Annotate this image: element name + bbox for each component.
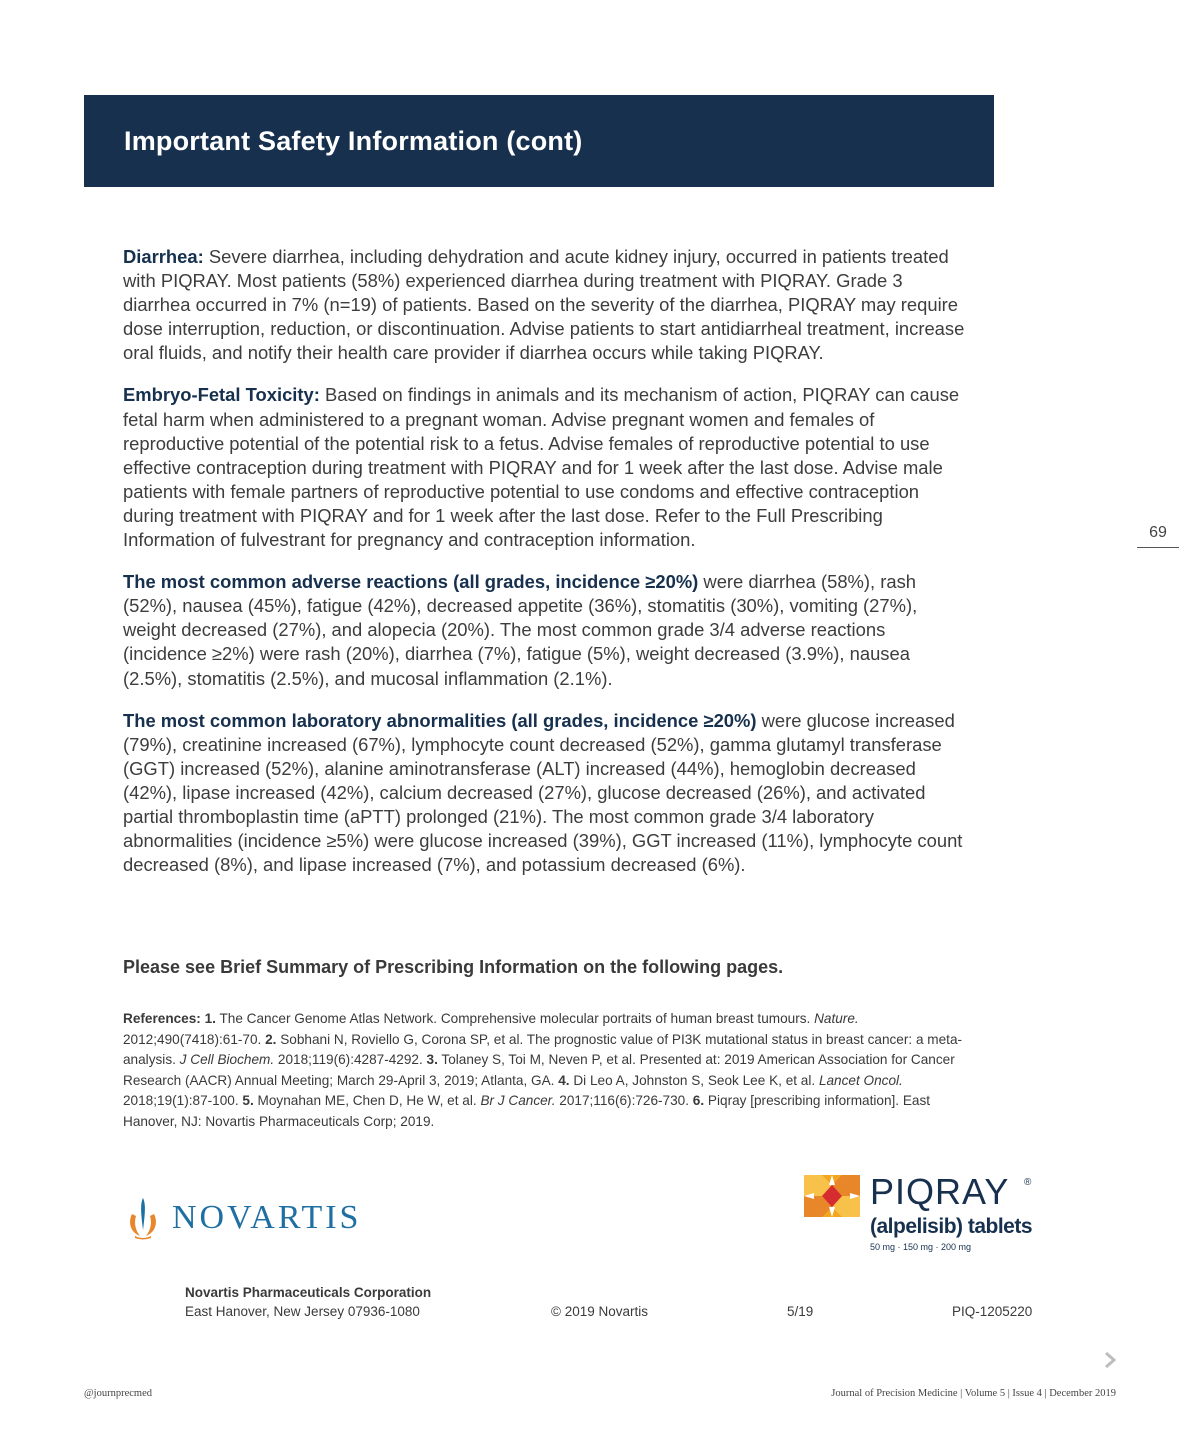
diarrhea-heading: Diarrhea:	[123, 246, 204, 267]
ref-6-num: 6.	[692, 1093, 705, 1109]
date-code: 5/19	[787, 1304, 814, 1319]
banner-title: Important Safety Information (cont)	[124, 125, 583, 156]
adverse-paragraph	[123, 570, 973, 690]
adverse-heading: The most common adverse reactions (all grades, incidence ≥20%)	[123, 571, 699, 593]
ref-2-journal: J Cell Biochem.	[179, 1052, 275, 1068]
journal-handle: @journprecmed	[84, 1388, 152, 1399]
ref-3-text: Tolaney S, Toi M, Neven P, et al. Presented at: 2019 American Association for Cancer Research (AACR) Annual Meeting; March 29-April 3, 2019; Atlanta, GA.	[123, 1052, 955, 1088]
novartis-flame-icon	[126, 1196, 160, 1240]
see-more-note: Please see Brief Summary of Prescribing Information on the following pages.	[123, 957, 784, 977]
ref-4-text: Di Leo A, Johnston S, Seok Lee K, et al.	[569, 1072, 819, 1088]
ref-6-text: Piqray [prescribing information]. East Hanover, NJ: Novartis Pharmaceuticals Corp; 2019.	[123, 1093, 931, 1129]
company-name: Novartis Pharmaceuticals Corporation	[185, 1285, 432, 1300]
ref-1-journal: Nature.	[814, 1011, 859, 1026]
ref-4-num: 4.	[558, 1072, 570, 1088]
novartis-wordmark: NOVARTIS	[172, 1199, 362, 1236]
ref-5-num: 5.	[242, 1093, 254, 1109]
ref-1-num: 1.	[204, 1011, 216, 1026]
embryo-heading: Embryo-Fetal Toxicity:	[123, 384, 320, 406]
ref-5-journal: Br J Cancer.	[480, 1093, 556, 1109]
copyright: © 2019 Novartis	[551, 1304, 648, 1319]
journal-citation: Journal of Precision Medicine | Volume 5 | Issue 4 | December 2019	[831, 1388, 1116, 1399]
piqray-registered-mark: ®	[1024, 1177, 1032, 1188]
lab-text: were glucose increased (79%), creatinine increased (67%), lymphocyte count decreased (52%), gamma glutamyl transferase (GGT) increased (52%), alanine aminotransferase (ALT) increased (44%), hemoglobin decreased (42%), lipase increased (42%), calcium decreased (27%), glucose decreased (26%), and activated partial thromboplastin time (aPTT) prolonged (21%). The most common grade 3/4 laboratory abnormalities (incidence ≥5%) were glucose increased (39%), GGT increased (11%), lymphocyte count decreased (8%), and lipase increased (7%), and potassium decreased (6%).	[123, 709, 963, 876]
ref-2-text: Sobhani N, Roviello G, Corona SP, et al. The prognostic value of PI3K mutational status in breast cancer: a meta-analysis.	[123, 1031, 963, 1068]
piqray-mark-icon	[804, 1175, 860, 1217]
ref-4-journal: Lancet Oncol.	[818, 1072, 903, 1088]
ref-5-text: Moynahan ME, Chen D, He W, et al.	[253, 1093, 481, 1109]
page-number: 69	[1137, 524, 1179, 548]
adverse-text: were diarrhea (58%), rash (52%), nausea (45%), fatigue (42%), decreased appetite (36%), stomatitis (30%), vomiting (27%), weight decreased (27%), and alopecia (20%). The most common grade 3/4 adverse reactions (incidence ≥2%) were rash (20%), diarrhea (7%), fatigue (5%), weight decreased (3.9%), nausea (2.5%), stomatitis (2.5%), and mucosal inflammation (2.1%).	[123, 571, 918, 689]
references-label: References:	[123, 1011, 201, 1026]
ref-2-num: 2.	[265, 1031, 277, 1047]
novartis-logo	[126, 1196, 361, 1240]
document-code: PIQ-1205220	[952, 1304, 1033, 1319]
ref-2-tail: 2018;119(6):4287-4292.	[274, 1052, 427, 1068]
embryo-paragraph	[123, 383, 973, 552]
piqray-wordmark: PIQRAY	[870, 1171, 1010, 1212]
company-address: East Hanover, New Jersey 07936-1080	[185, 1304, 420, 1319]
next-page-chevron-icon[interactable]	[1102, 1351, 1118, 1369]
ref-3-num: 3.	[426, 1052, 438, 1068]
ref-4-tail: 2018;19(1):87-100.	[123, 1093, 243, 1109]
embryo-text: Based on findings in animals and its mechanism of action, PIQRAY can cause fetal harm when administered to a pregnant woman. Advise pregnant women and females of reproductive potential of the potential risk to a fetus. Advise females of reproductive potential to use effective contraception during treatment with PIQRAY and for 1 week after the last dose. Advise male patients with female partners of reproductive potential to use condoms and effective contraception during treatment with PIQRAY and for 1 week after the last dose. Refer to the Full Prescribing Information of fulvestrant for pregnancy and contraception information.	[123, 384, 960, 551]
lab-paragraph	[123, 709, 973, 878]
diarrhea-text: Severe diarrhea, including dehydration and acute kidney injury, occurred in patients treated with PIQRAY. Most patients (58%) experienced diarrhea during treatment with PIQRAY. Grade 3 diarrhea occurred in 7% (n=19) of patients. Based on the severity of the diarrhea, PIQRAY may require dose interruption, reduction, or discontinuation. Advise patients to start antidiarrheal treatment, increase oral fluids, and notify their health care provider if diarrhea occurs while taking PIQRAY.	[123, 246, 965, 364]
lab-heading: The most common laboratory abnormalities (all grades, incidence ≥20%)	[123, 709, 757, 731]
corporate-footer	[185, 1285, 431, 1319]
piqray-generic-name: (alpelisib) tablets	[870, 1215, 1033, 1238]
safety-content	[123, 245, 973, 895]
ref-1-text: The Cancer Genome Atlas Network. Comprehensive molecular portraits of human breast tumours.	[215, 1011, 815, 1026]
ref-1-tail: 2012;490(7418):61-70.	[123, 1031, 266, 1047]
references	[123, 1009, 963, 1133]
piqray-logo	[804, 1171, 1044, 1260]
section-banner	[84, 95, 994, 187]
diarrhea-paragraph	[123, 245, 973, 365]
piqray-dosage: 50 mg · 150 mg · 200 mg	[870, 1242, 972, 1252]
ref-5-tail: 2017;116(6):726-730.	[555, 1093, 693, 1109]
